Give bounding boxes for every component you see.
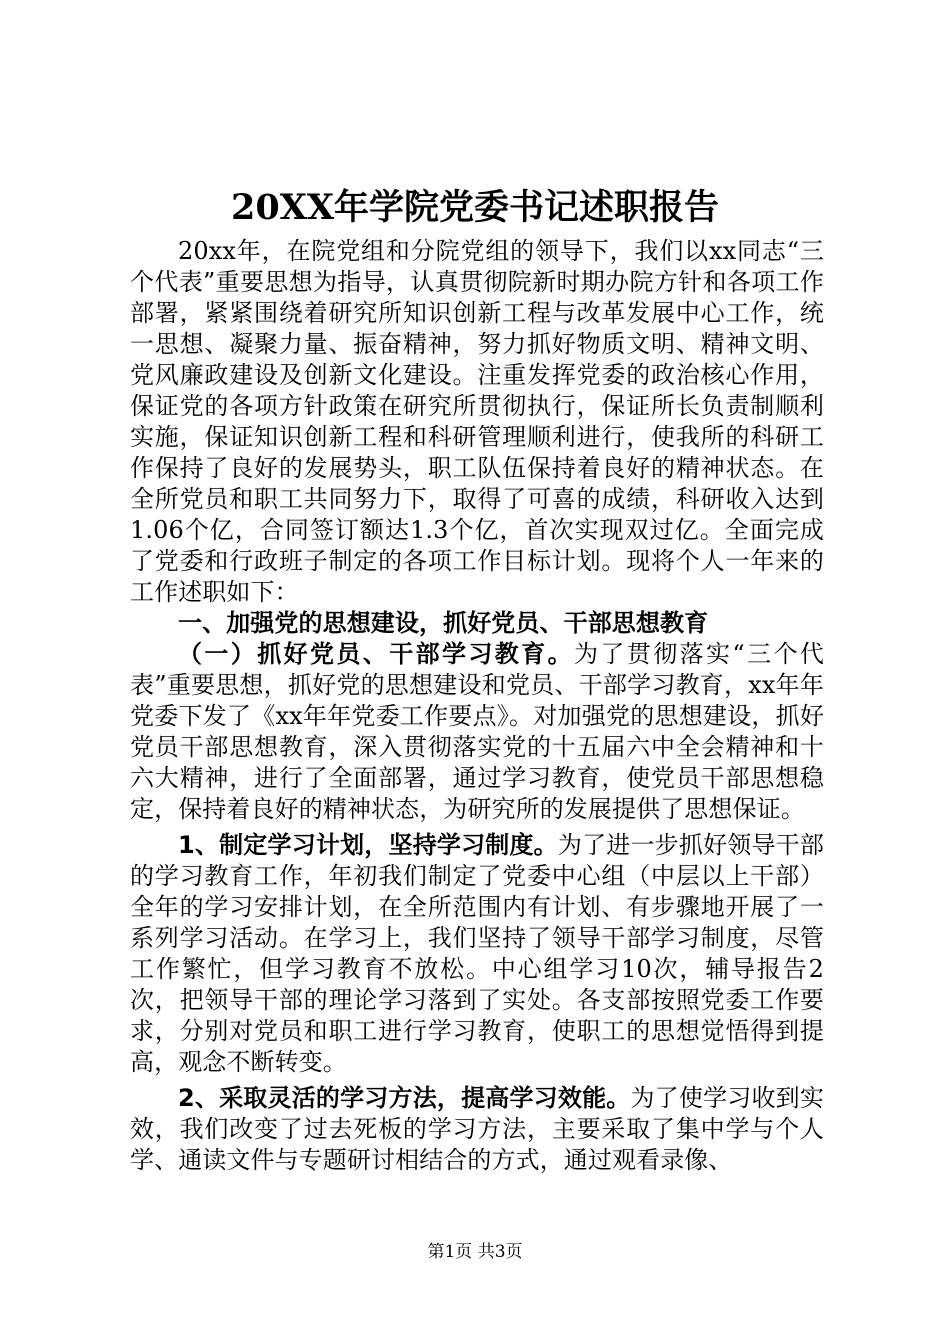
- paragraph-text: 20xx年，在院党组和分院党组的领导下，我们以xx同志“三个代表”重要思想为指导，认真贯彻院新时期办院方针和各项工作部署，紧紧围绕着研究所知识创新工程与改革发展中心工作，统一思想、凝聚力量、振奋精神，努力抓好物质文明、精神文明、党风廉政建设及创新文化建设。注重发挥党委的政治核心作用，保证党的各项方针政策在研究所贯彻执行，保证所长负责制顺利实施，保证知识创新工程和科研管理顺利进行，使我所的科研工作保持了良好的发展势头，职工队伍保持着良好的精神状态。在全所党员和职工共同努力下，取得了可喜的成绩，科研收入达到1.06个亿，合同签订额达1.3个亿，首次实现双过亿。全面完成了党委和行政班子制定的各项工作目标计划。现将个人一年来的工作述职如下：: [130, 237, 824, 606]
- section-heading: [130, 608, 824, 639]
- document-title: 20XX年学院党委书记述职报告: [230, 187, 720, 228]
- intro-paragraph: [130, 236, 824, 608]
- section-heading-text: 一、加强党的思想建设，抓好党员、干部思想教育: [178, 609, 709, 637]
- document-body: [130, 236, 824, 1176]
- item-paragraph-2: [130, 1083, 824, 1176]
- item-heading: 2、采取灵活的学习方法，提高学习效能。: [178, 1084, 631, 1112]
- page-footer: 第1页 共3页: [427, 1242, 523, 1262]
- paragraph-text: 为了贯彻落实“三个代表”重要思想，抓好党的思想建设和党员、干部学习教育，xx年年党委下发了《xx年年党委工作要点》。对加强党的思想建设，抓好党员干部思想教育，深入贯彻落实党的十五届六中全会精神和十六大精神，进行了全面部署，通过学习教育，使党员干部思想稳定，保持着良好的精神状态，为研究所的发展提供了思想保证。: [130, 640, 824, 823]
- item-heading: 1、制定学习计划，坚持学习制度。: [178, 831, 558, 859]
- item-paragraph-1: [130, 830, 824, 1078]
- subsection-heading: （一）抓好党员、干部学习教育。: [178, 640, 575, 668]
- subsection-paragraph: [130, 639, 824, 825]
- paragraph-text: 为了进一步抓好领导干部的学习教育工作，年初我们制定了党委中心组（中层以上干部）全年的学习安排计划，在全所范围内有计划、有步骤地开展了一系列学习活动。在学习上，我们坚持了领导干部学习制度，尽管工作繁忙，但学习教育不放松。中心组学习10次，辅导报告2次，把领导干部的理论学习落到了实处。各支部按照党委工作要求，分别对党员和职工进行学习教育，使职工的思想觉悟得到提高，观念不断转变。: [130, 831, 824, 1076]
- paragraph-text: 为了使学习收到实效，我们改变了过去死板的学习方法，主要采取了集中学与个人学、通读文件与专题研讨相结合的方式，通过观看录像、: [130, 1084, 824, 1174]
